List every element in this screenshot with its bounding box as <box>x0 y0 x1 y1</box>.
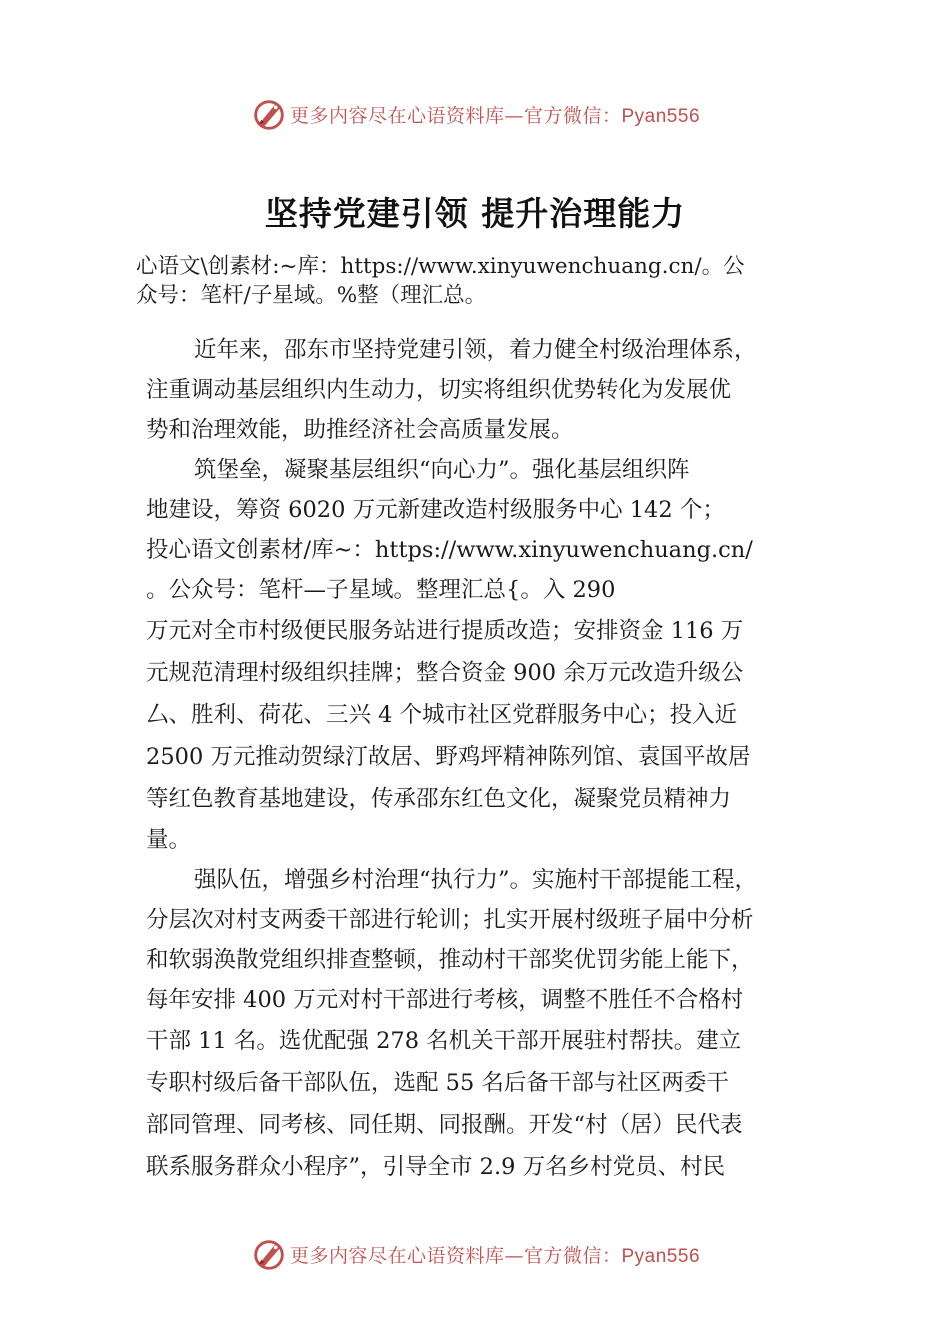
header-banner-text: 更多内容尽在心语资料库—官方微信：Pyan556 <box>289 104 701 127</box>
body-line: 量。 <box>146 827 192 853</box>
body-line: 筑堡垒，凝聚基层组织“向心力”。强化基层组织阵 <box>194 457 690 483</box>
footer-banner-text: 更多内容尽在心语资料库—官方微信：Pyan556 <box>289 1244 701 1267</box>
footer-banner-account: Pyan556 <box>621 1245 701 1267</box>
body-line: 干部 11 名。选优配强 278 名机关干部开展驻村帮扶。建立 <box>146 1028 742 1054</box>
body-line: 。公众号：笔杆—子星域。整理汇总{。入 290 <box>146 577 616 603</box>
body-line: 厶、胜利、荷花、三兴 4 个城市社区党群服务中心；投入近 <box>146 702 738 728</box>
body-line: 强队伍，增强乡村治理“执行力”。实施村干部提能工程， <box>194 867 758 893</box>
body-line: 势和治理效能，助推经济社会高质量发展。 <box>146 417 574 443</box>
body-line: 2500 万元推动贺绿汀故居、野鸡坪精神陈列馆、袁国平故居 <box>146 744 751 770</box>
body-line: 分层次对村支两委干部进行轮训；扎实开展村级班子届中分析 <box>146 907 754 933</box>
header-banner <box>0 92 950 136</box>
body-line: 部同管理、同考核、同任期、同报酬。开发“村（居）民代表 <box>146 1112 743 1138</box>
footer-banner <box>0 1232 950 1276</box>
article-body <box>146 330 826 1188</box>
body-line: 元规范清理村级组织挂牌；整合资金 900 余万元改造升级公 <box>146 660 744 686</box>
source-line: 众号：笔杆/子星域。%整（理汇总。 <box>136 283 487 308</box>
pen-logo-icon <box>250 95 288 133</box>
body-line: 每年安排 400 万元对村干部进行考核，调整不胜任不合格村 <box>146 987 744 1013</box>
body-line: 近年来，邵东市坚持党建引领，着力健全村级治理体系， <box>194 337 757 363</box>
source-note <box>136 252 826 310</box>
body-line: 和软弱涣散党组织排查整顿，推动村干部奖优罚劣能上能下， <box>146 947 754 973</box>
body-line: 投心语文创素材/库~：https://www.xinyuwenchuang.cn/ <box>146 537 753 563</box>
source-line: 心语文\创素材:~库：https://www.xinyuwenchuang.cn/。公 <box>136 254 745 279</box>
body-line: 万元对全市村级便民服务站进行提质改造；安排资金 116 万 <box>146 618 744 644</box>
body-line: 注重调动基层组织内生动力，切实将组织优势转化为发展优 <box>146 377 732 403</box>
body-line: 专职村级后备干部队伍，选配 55 名后备干部与社区两委干 <box>146 1070 729 1096</box>
body-line: 地建设，筹资 6020 万元新建改造村级服务中心 142 个； <box>146 497 725 523</box>
header-banner-account: Pyan556 <box>621 105 701 127</box>
pen-logo-icon <box>250 1235 288 1273</box>
body-line: 等红色教育基地建设，传承邵东红色文化，凝聚党员精神力 <box>146 786 732 812</box>
page-title: 坚持党建引领 提升治理能力 <box>264 194 686 233</box>
body-line: 联系服务群众小程序”，引导全市 2.9 万名乡村党员、村民 <box>146 1154 726 1180</box>
